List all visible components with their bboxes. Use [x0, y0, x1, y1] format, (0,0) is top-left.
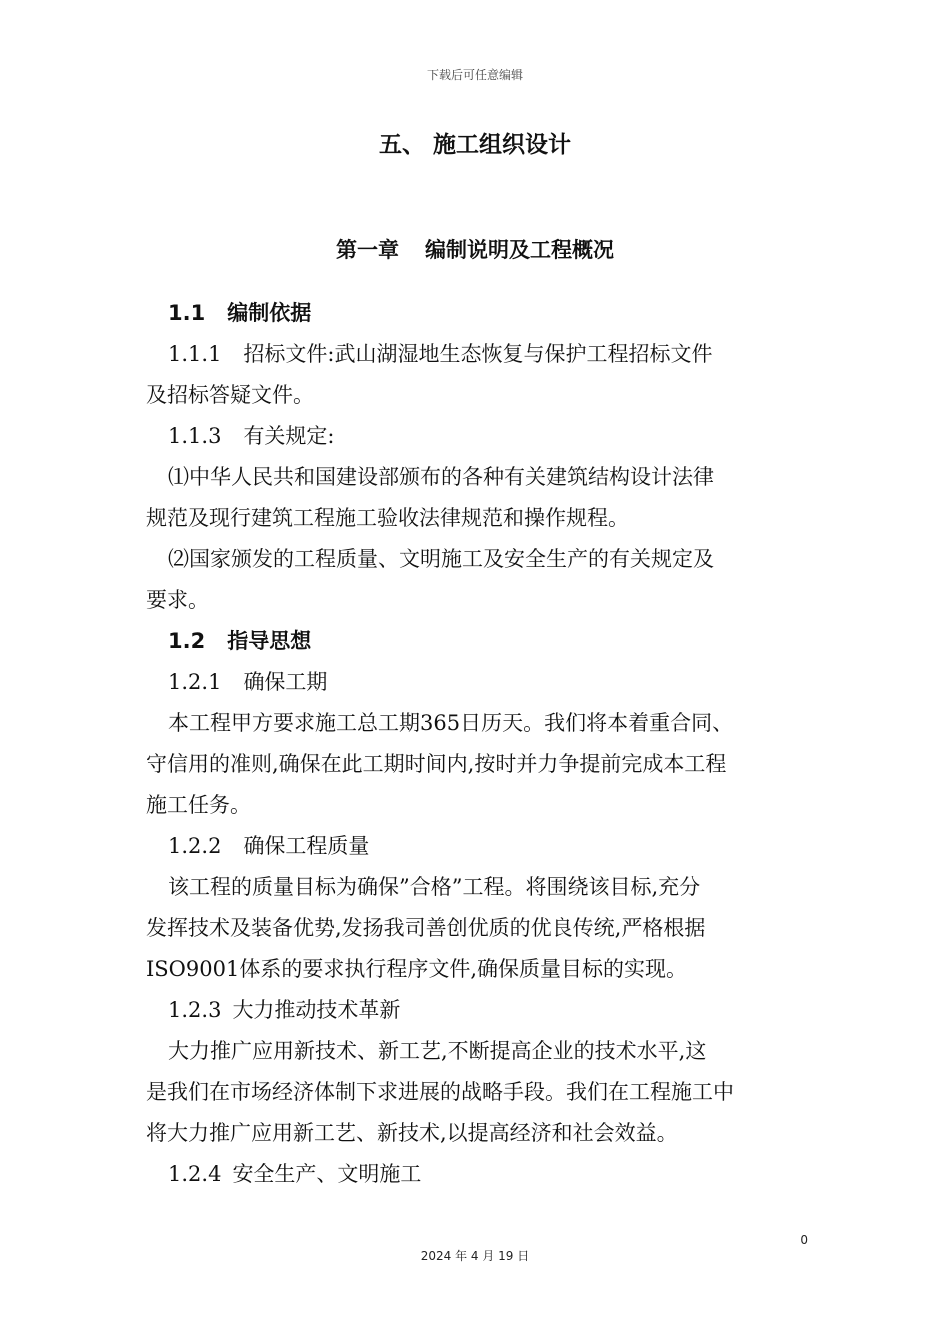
- chapter-number: 第一章: [336, 238, 399, 262]
- section-number: 1.2: [168, 629, 206, 653]
- document-body: [146, 293, 810, 1195]
- document-title: 五、 施工组织设计: [378, 132, 571, 158]
- subsection-title: 确保工期: [243, 670, 328, 694]
- subsection-1-2-1: [146, 662, 810, 703]
- paragraph-line: 本工程甲方要求施工总工期365日历天。我们将本着重合同、: [168, 711, 734, 735]
- footer-date: 2024 年 4 月 19 日: [420, 1249, 530, 1263]
- chapter-title: 编制说明及工程概况: [425, 238, 614, 262]
- paragraph-line: 施工任务。: [146, 793, 251, 817]
- paragraph-line: 要求。: [146, 588, 209, 612]
- subsection-1-2-4: [146, 1154, 810, 1195]
- paragraph-line: 该工程的质量目标为确保”合格”工程。将围绕该目标,充分: [168, 875, 701, 899]
- subsection-title: 安全生产、文明施工: [232, 1162, 422, 1186]
- section-heading-1-2: [146, 621, 810, 662]
- chapter-heading: [0, 234, 950, 264]
- subsection-number: 1.1.1: [168, 342, 222, 366]
- section-title: 指导思想: [227, 629, 312, 653]
- paragraph-line: 是我们在市场经济体制下求进展的战略手段。我们在工程施工中: [146, 1080, 734, 1104]
- subsection-title: 确保工程质量: [243, 834, 370, 858]
- subsection-title: 大力推动技术革新: [232, 998, 401, 1022]
- subsection-number: 1.2.4: [168, 1162, 222, 1186]
- paragraph-line: ISO9001体系的要求执行程序文件,确保质量目标的实现。: [146, 957, 688, 981]
- header-note: 下载后可任意编辑: [426, 68, 523, 82]
- paragraph-line: 将大力推广应用新工艺、新技术,以提高经济和社会效益。: [146, 1121, 678, 1145]
- subsection-1-1-3: [146, 416, 810, 457]
- subsection-number: 1.2.3: [168, 998, 222, 1022]
- paragraph-line: 大力推广应用新技术、新工艺,不断提高企业的技术水平,这: [168, 1039, 707, 1063]
- section-heading-1-1: [146, 293, 810, 334]
- subsection-number: 1.1.3: [168, 424, 222, 448]
- section-number: 1.1: [168, 301, 206, 325]
- subsection-1-1-1: [146, 334, 810, 375]
- subsection-1-2-3: [146, 990, 810, 1031]
- page-number: 0: [800, 1233, 808, 1247]
- subsection-1-2-2: [146, 826, 810, 867]
- subsection-number: 1.2.2: [168, 834, 222, 858]
- section-title: 编制依据: [227, 301, 312, 325]
- paragraph-line: 规范及现行建筑工程施工验收法律规范和操作规程。: [146, 506, 629, 530]
- list-item-1: ⑴中华人民共和国建设部颁布的各种有关建筑结构设计法律: [168, 465, 714, 489]
- subsection-number: 1.2.1: [168, 670, 222, 694]
- list-item-2: ⑵国家颁发的工程质量、文明施工及安全生产的有关规定及: [168, 547, 714, 571]
- paragraph-line: 及招标答疑文件。: [146, 383, 314, 407]
- paragraph-line: 发挥技术及装备优势,发扬我司善创优质的优良传统,严格根据: [146, 916, 706, 940]
- subsection-text: 有关规定:: [243, 424, 335, 448]
- subsection-text: 招标文件:武山湖湿地生态恢复与保护工程招标文件: [243, 342, 713, 366]
- paragraph-line: 守信用的准则,确保在此工期时间内,按时并力争提前完成本工程: [146, 752, 727, 776]
